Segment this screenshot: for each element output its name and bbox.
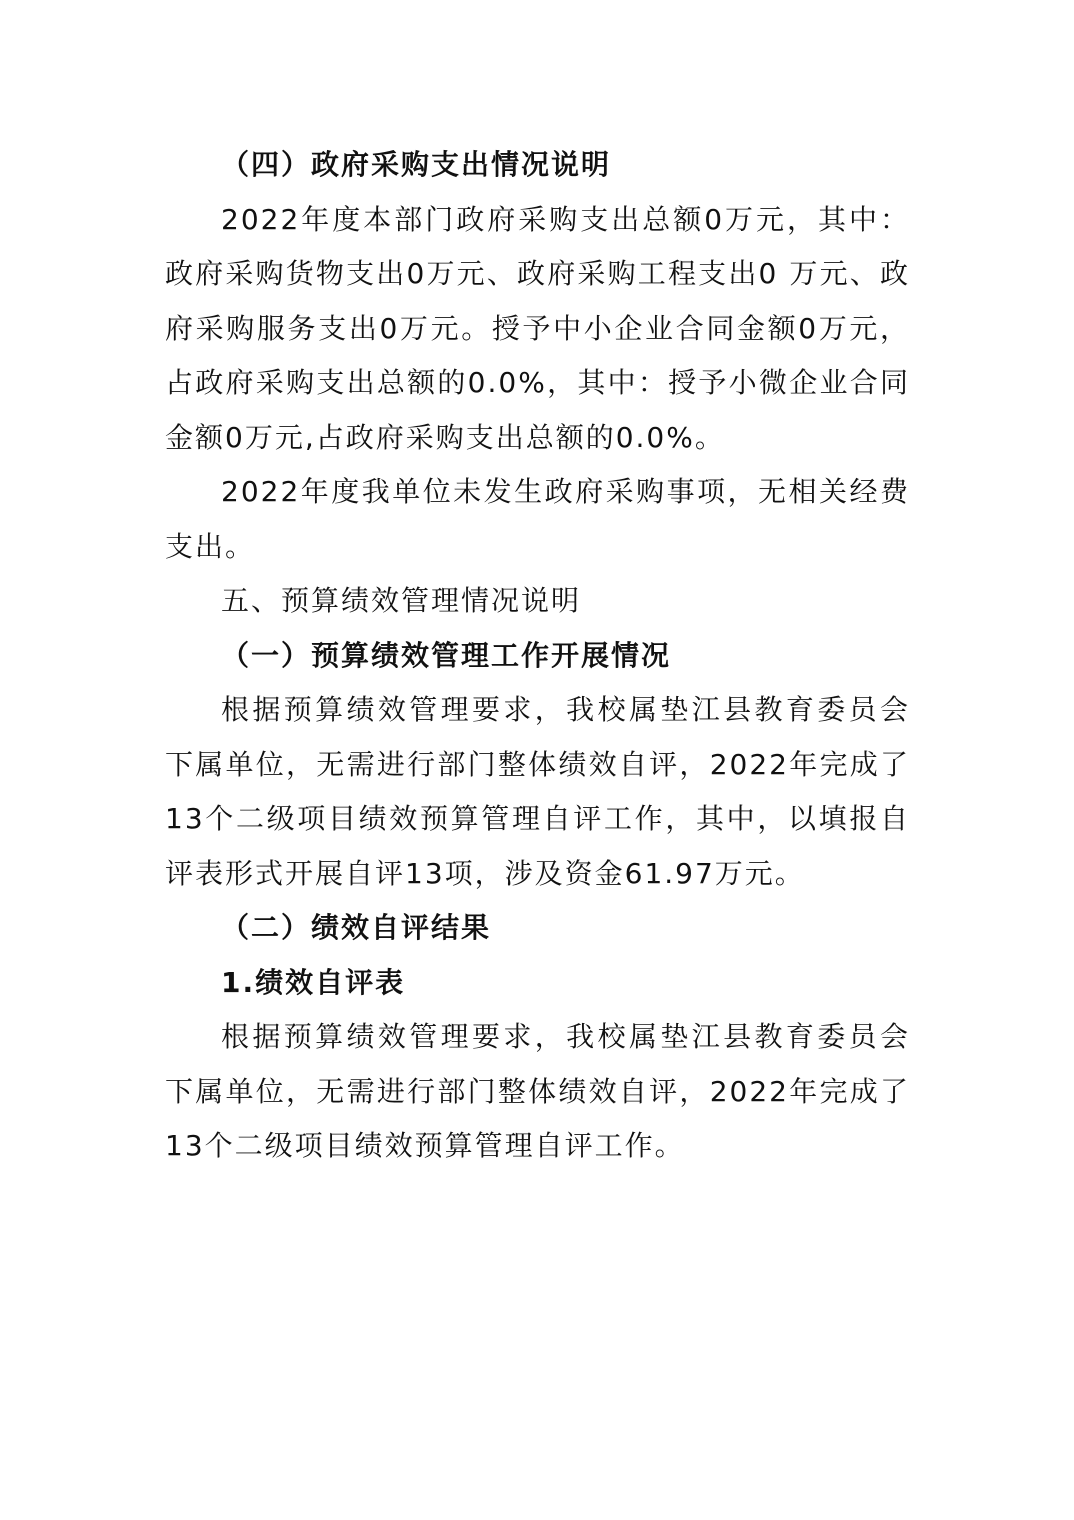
heading-gov-procurement: （四）政府采购支出情况说明 bbox=[221, 148, 612, 181]
heading-section-five: 五、预算绩效管理情况说明 bbox=[221, 584, 582, 617]
heading-self-eval-results: （二）绩效自评结果 bbox=[221, 911, 492, 944]
heading-work-status: （一）预算绩效管理工作开展情况 bbox=[221, 638, 672, 672]
document-body bbox=[165, 138, 910, 1174]
paragraph-no-procurement: 2022年度我单位未发生政府采购事项，无相关经费支出。 bbox=[165, 475, 910, 563]
paragraph-self-eval: 根据预算绩效管理要求，我校属垫江县教育委员会下属单位，无需进行部门整体绩效自评，2022年完成了13个二级项目绩效预算管理自评工作。 bbox=[165, 1020, 910, 1162]
paragraph-work-status: 根据预算绩效管理要求，我校属垫江县教育委员会下属单位，无需进行部门整体绩效自评，2022年完成了13个二级项目绩效预算管理自评工作，其中，以填报自评表形式开展自评13项，涉及资金61.97万元。 bbox=[165, 693, 910, 890]
heading-self-eval-table: 1.绩效自评表 bbox=[221, 965, 406, 999]
paragraph-procurement-detail: 2022年度本部门政府采购支出总额0万元，其中：政府采购货物支出0万元、政府采购工程支出0 万元、政府采购服务支出0万元。授予中小企业合同金额0万元，占政府采购支出总额的0.0%，其中：授予小微企业合同金额0万元,占政府采购支出总额的0.0%。 bbox=[165, 202, 910, 454]
